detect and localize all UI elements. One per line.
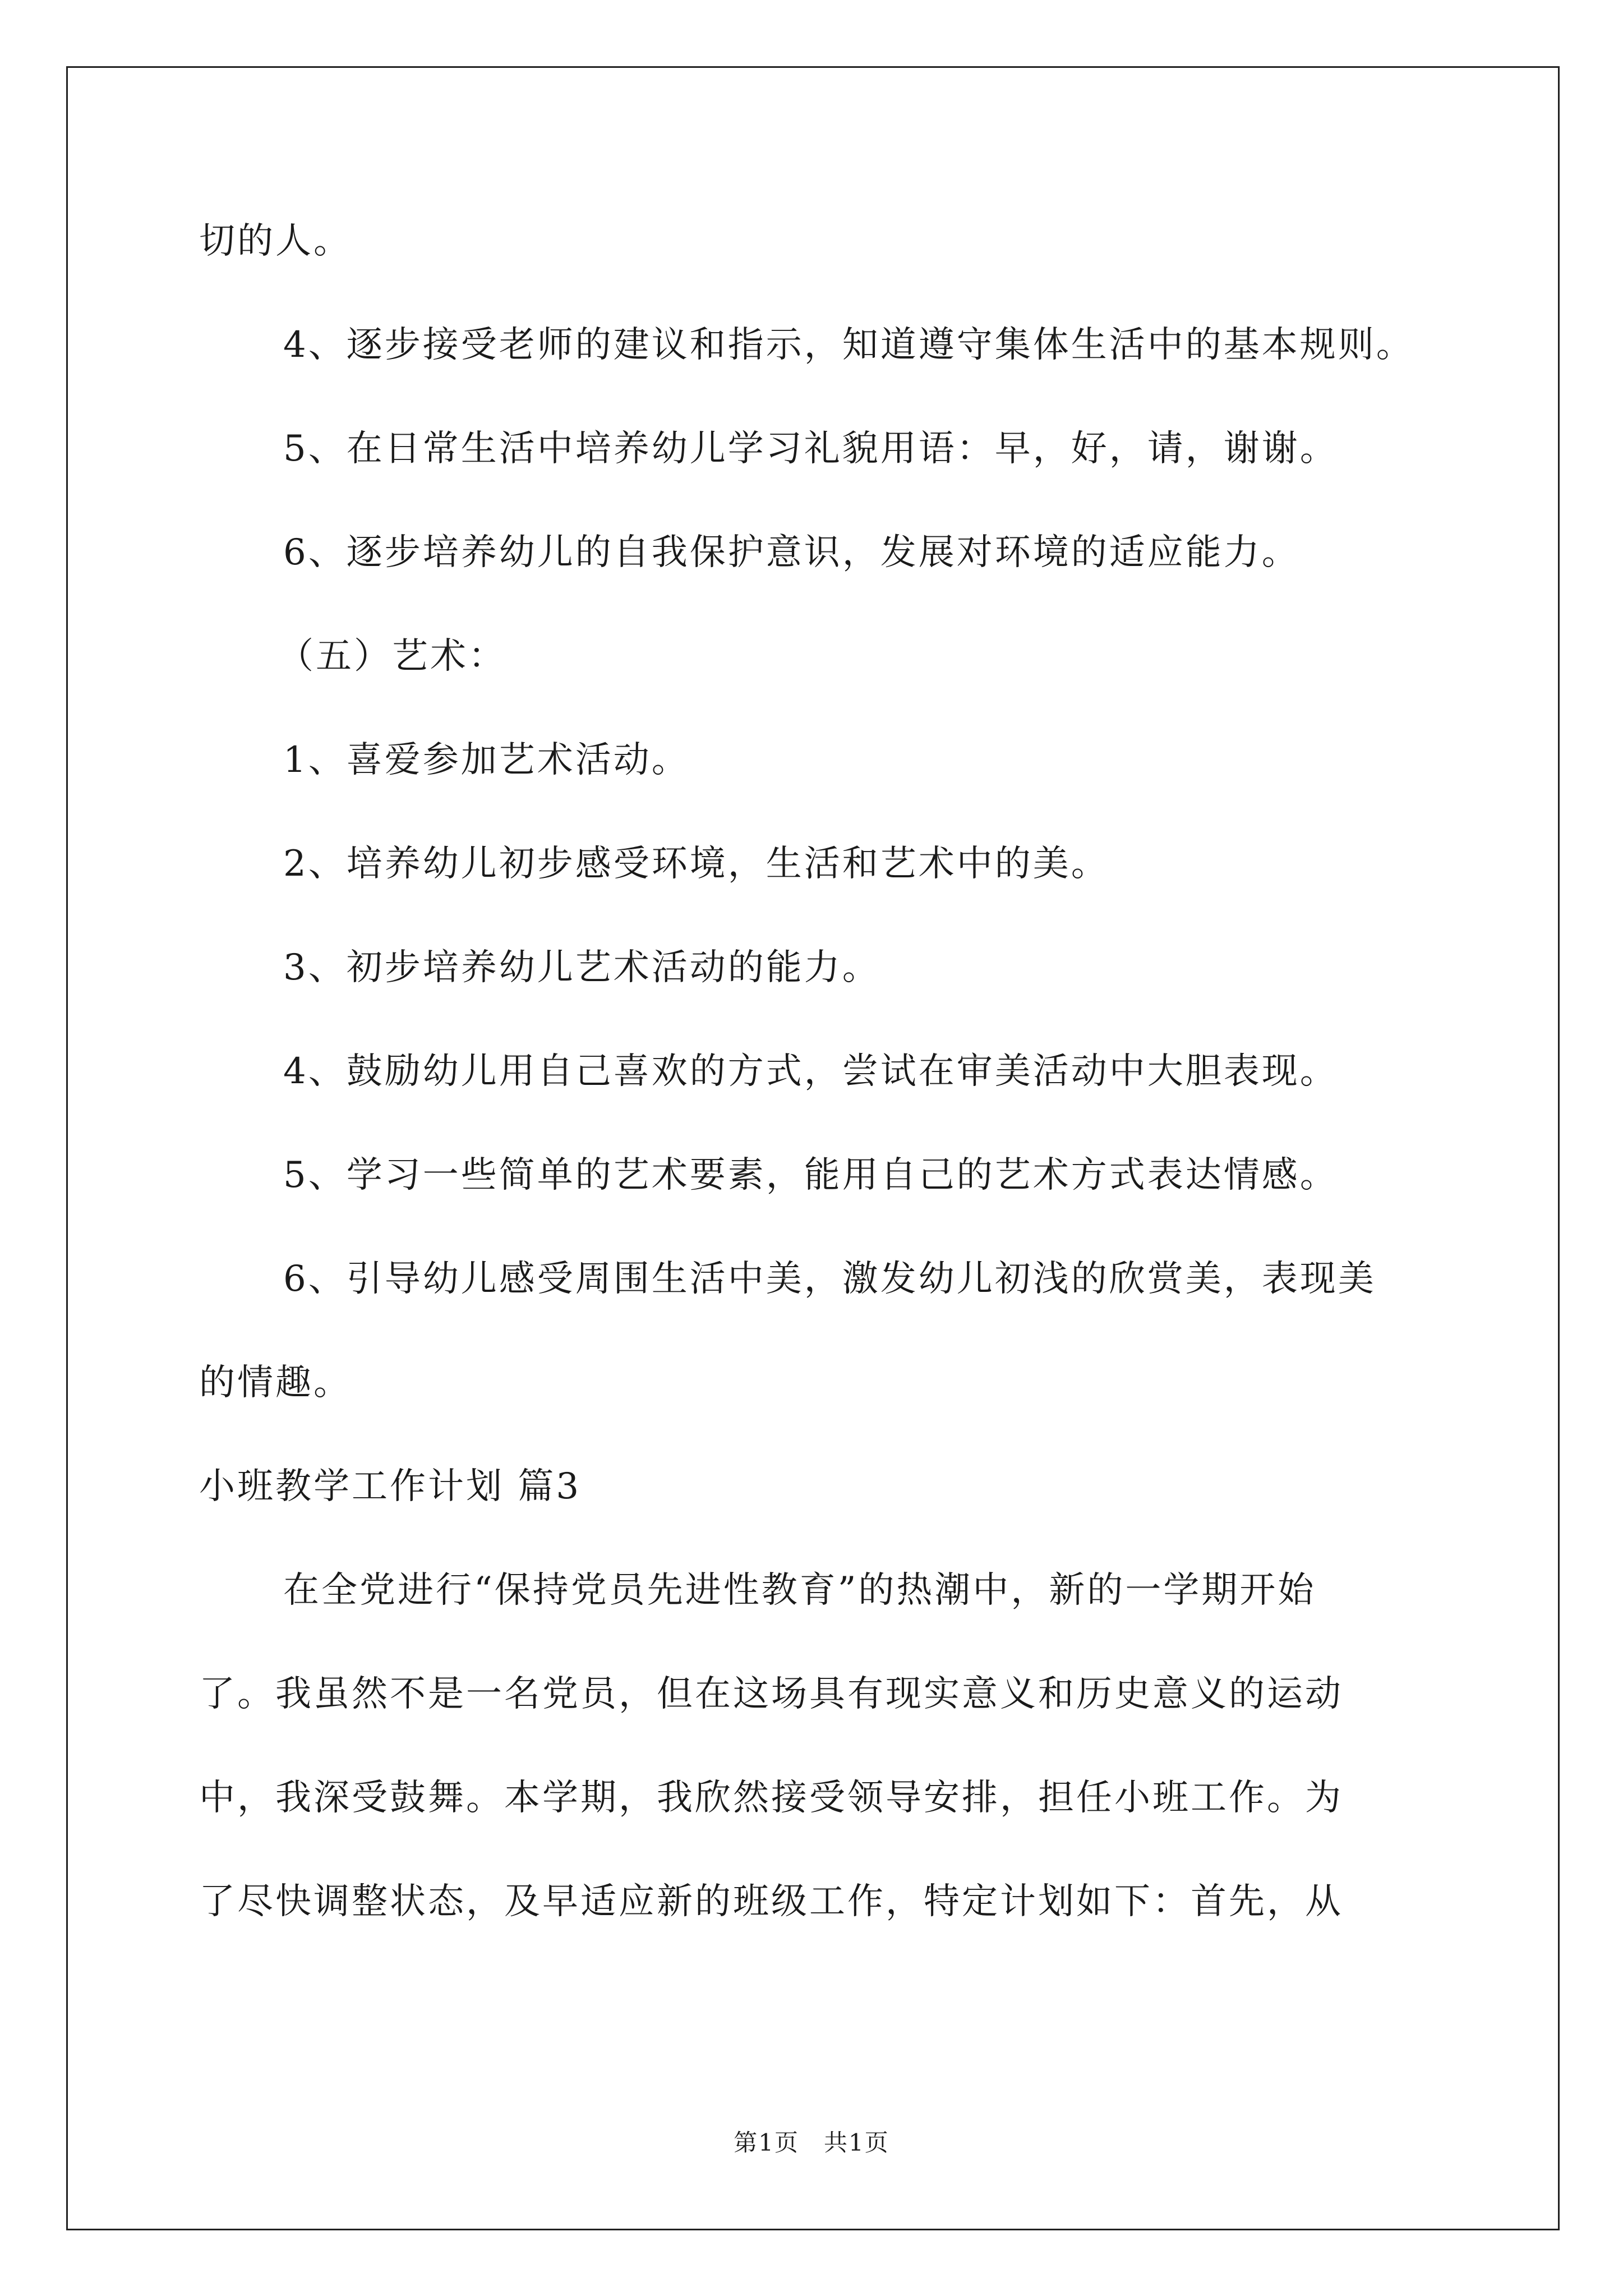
section-title-plan-3: 小班教学工作计划 篇3: [199, 1466, 582, 1507]
text-line-8: 3、初步培养幼儿艺术活动的能力。: [283, 947, 880, 988]
text-line-11: 6、引导幼儿感受周围生活中美，激发幼儿初浅的欣赏美，表现美: [283, 1258, 1376, 1300]
text-line-3: 5、在日常生活中培养幼儿学习礼貌用语：早，好，请，谢谢。: [283, 428, 1338, 470]
text-line-4: 6、逐步培养幼儿的自我保护意识，发展对环境的适应能力。: [283, 532, 1300, 573]
text-line-17: 了尽快调整状态，及早适应新的班级工作，特定计划如下：首先，从: [199, 1881, 1343, 1922]
page-footer: 第1页 共1页: [734, 2129, 889, 2156]
text-line-16: 中，我深受鼓舞。本学期，我欣然接受领导安排，担任小班工作。为: [199, 1777, 1343, 1819]
text-line-12: 的情趣。: [199, 1362, 352, 1404]
text-line-6: 1、喜爱参加艺术活动。: [283, 739, 690, 781]
text-line-1: 切的人。: [199, 220, 352, 262]
section-heading-art: （五）艺术：: [278, 636, 506, 677]
text-line-10: 5、学习一些简单的艺术要素，能用自己的艺术方式表达情感。: [283, 1154, 1338, 1196]
text-line-15: 了。我虽然不是一名党员，但在这场具有现实意义和历史意义的运动: [199, 1673, 1343, 1715]
text-line-14: 在全党进行“保持党员先进性教育”的热潮中，新的一学期开始: [283, 1570, 1316, 1611]
text-line-2: 4、逐步接受老师的建议和指示，知道遵守集体生活中的基本规则。: [283, 324, 1414, 366]
text-line-7: 2、培养幼儿初步感受环境，生活和艺术中的美。: [283, 843, 1109, 885]
text-line-9: 4、鼓励幼儿用自己喜欢的方式，尝试在审美活动中大胆表现。: [283, 1051, 1338, 1092]
